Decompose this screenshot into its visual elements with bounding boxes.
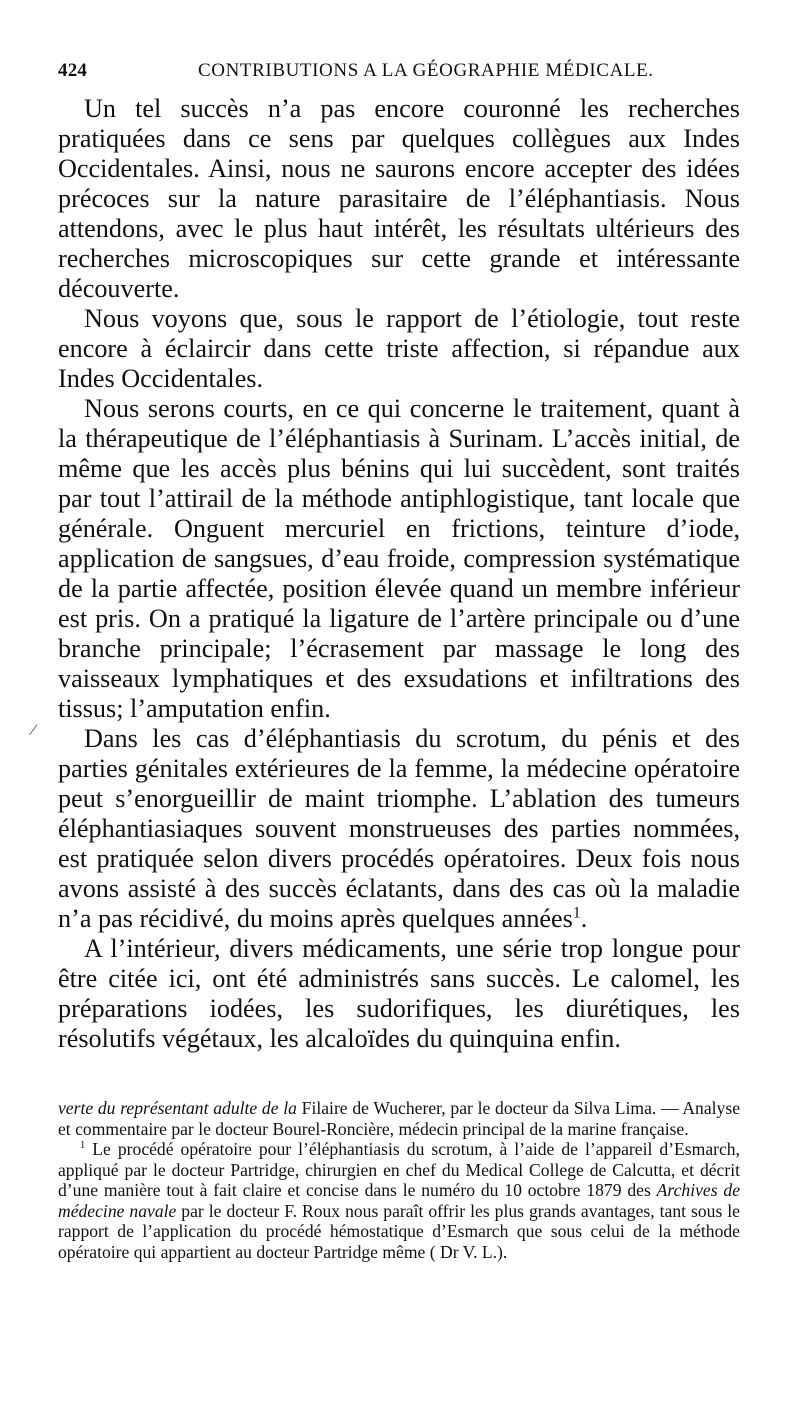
footnote-marker: 1	[80, 1140, 86, 1152]
footnote-continuation	[58, 1098, 740, 1139]
running-head	[58, 60, 740, 86]
page-number: 424	[58, 60, 88, 81]
paragraph: Nous serons courts, en ce qui concerne le traitement, quant à la thérapeutique de l’éléphantiasis à Surinam. L’accès initial, de même que les accès plus bénins qui lui succèdent, sont traités par tout l’attirail de la méthode antiphlogistique, tant locale que générale. Onguent mercuriel en frictions, teinture d’iode, application de sangsues, d’eau froide, compression systématique de la partie affectée, position élevée quand un membre inférieur est pris. On a pratiqué la ligature de l’artère principale ou d’une branche principale; l’écrasement par massage le long des vaisseaux lymphatiques et des exsudations et infiltrations des tissus; l’amputation enfin.	[58, 394, 740, 723]
paragraph: Nous voyons que, sous le rapport de l’étiologie, tout reste encore à éclaircir dans cette triste affection, si répandue aux Indes Occidentales.	[58, 304, 740, 393]
footnote-1	[58, 1139, 740, 1262]
footnotes	[58, 1098, 740, 1262]
footnote-text: Le procédé opératoire pour l’éléphantiasis du scrotum, à l’aide de l’appareil d’Esmarch, appliqué par le docteur Partridge, chirurgien en chef du Medical College de Calcutta, et décrit d’une manière tout à fait claire et concise dans le numéro du 10 octobre 1879 des	[58, 1139, 740, 1200]
margin-pencil-mark: ⁄	[32, 722, 35, 739]
footnote-text: par le docteur F. Roux nous paraît offrir les plus grands avantages, tant sous le rapport de l’application du procédé hémostatique d’Esmarch que sous celui de la méthode opératoire qui appartient au docteur Partridge même ( Dr V. L.).	[58, 1200, 740, 1262]
paragraph: Un tel succès n’a pas encore couronné les recherches pratiquées dans ce sens par quelques collègues aux Indes Occidentales. Ainsi, nous ne saurons encore accepter des idées précoces sur la nature parasitaire de l’éléphantiasis. Nous attendons, avec le plus haut intérêt, les résultats ultérieurs des recherches microscopiques sur cette grande et intéressante découverte.	[58, 94, 740, 303]
footnote-italic: verte du représentant adulte de la	[58, 1098, 297, 1118]
main-text	[58, 94, 740, 1054]
journal-title: Archives de médecine navale	[58, 1180, 741, 1221]
footnote-text: Filaire de Wucherer, par le docteur da Silva Lima. — Analyse et commentaire par le docteur Bourel-Roncière, médecin principal de la marine française.	[58, 1098, 741, 1139]
paragraph: A l’intérieur, divers médicaments, une série trop longue pour être citée ici, ont été administrés sans succès. Le calomel, les préparations iodées, les sudorifiques, les diurétiques, les résolutifs végétaux, les alcaloïdes du quinquina enfin.	[58, 934, 740, 1053]
paragraph: Dans les cas d’éléphantiasis du scrotum, du pénis et des parties génitales extérieures de la femme, la médecine opératoire peut s’enorgueillir de maint triomphe. L’ablation des tumeurs éléphantiasiaques souvent monstrueuses des parties nommées, est pratiquée selon divers procédés opératoires. Deux fois nous avons assisté à des succès éclatants, dans des cas où la maladie n’a pas récidivé, du moins après quelques années$^1$.	[58, 724, 740, 933]
paragraph-text: Dans les cas d’éléphantiasis du scrotum, du pénis et des parties génitales extérieures de la femme, la médecine opératoire peut s’enorgueillir de maint triomphe. L’ablation des tumeurs éléphantiasiaques souvent monstrueuses des parties nommées, est pratiquée selon divers procédés opératoires. Deux fois nous avons assisté à des succès éclatants, dans des cas où la maladie n’a pas récidivé, du moins après quelques années	[58, 724, 740, 933]
running-title: CONTRIBUTIONS A LA GÉOGRAPHIE MÉDICALE.	[198, 60, 654, 81]
footnote-reference[interactable]: 1	[572, 904, 581, 922]
